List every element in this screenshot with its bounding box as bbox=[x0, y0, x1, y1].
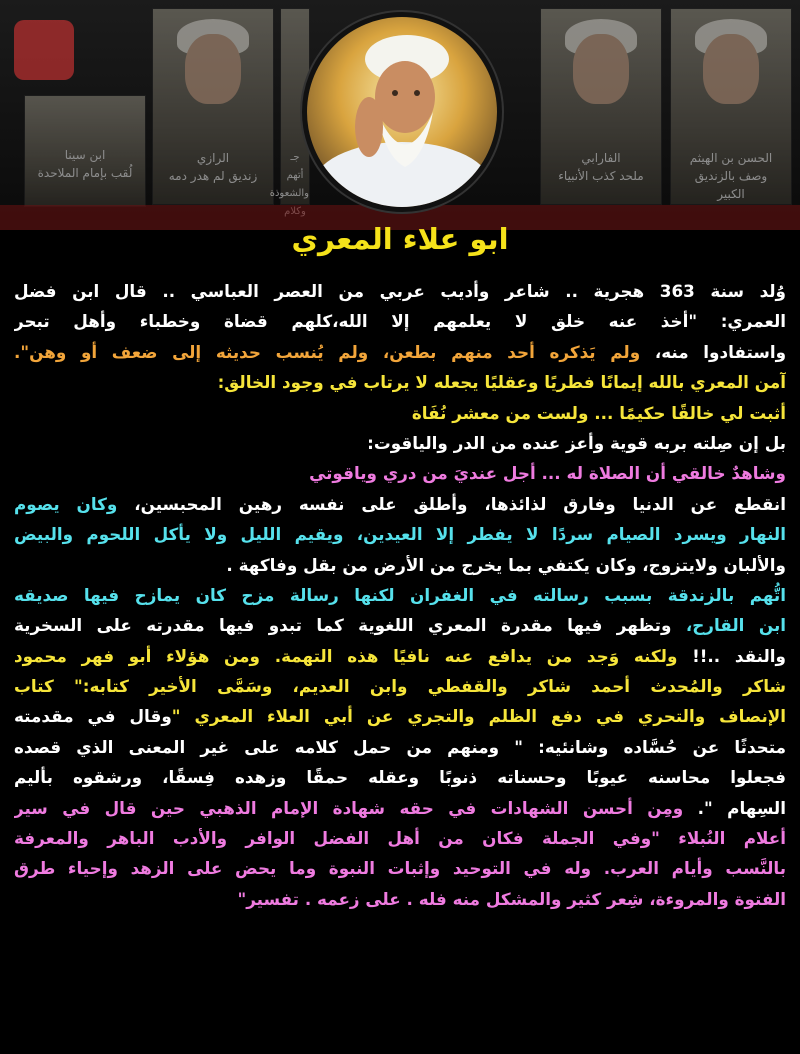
text-line bbox=[14, 367, 786, 397]
portrait-circle bbox=[302, 12, 502, 212]
tile-caption: الفارابي ملحد كذب الأنبياء bbox=[558, 151, 644, 183]
text-line bbox=[14, 793, 786, 823]
text-line bbox=[14, 458, 786, 488]
text-line bbox=[14, 398, 786, 428]
red-app-icon bbox=[14, 20, 74, 80]
text-line bbox=[14, 337, 786, 367]
text-segment: والنقد ..!! bbox=[677, 645, 786, 666]
page-title: ابو علاء المعري bbox=[291, 222, 509, 256]
text-segment: والألبان ولايتزوج، وكان يكتفي بما يخرج من الأرض من بقل وفاكهة . bbox=[226, 554, 786, 575]
text-segment: ابن القارح، bbox=[671, 615, 786, 636]
text-segment: فجعلوا محاسنه عيوبًا وحسناته ذنوبًا وعقله حمقًا وزهده فِسقًا، ورشقوه بأليم bbox=[14, 767, 786, 788]
portrait-tile bbox=[540, 8, 662, 205]
text-segment: آمن المعري بالله إيمانًا فطريًا وعقليًا يجعله لا يرتاب في وجود الخالق: bbox=[217, 372, 786, 393]
text-line bbox=[14, 550, 786, 580]
text-segment: ولكنه وَجد من يدافع عنه نافيًا هذه التهمة. ومن هؤلاء أبو فهر محمود bbox=[14, 645, 678, 666]
portrait-tile bbox=[152, 8, 274, 205]
text-segment: بالنَّسب وأيام العرب. وله في التوحيد وإثبات النبوة وما يحض على الزهد وإحياء طرق bbox=[14, 858, 786, 879]
text-line bbox=[14, 641, 786, 671]
text-segment: واستفادوا منه، bbox=[640, 341, 786, 362]
article-body bbox=[14, 276, 786, 914]
portrait-tile bbox=[670, 8, 792, 205]
text-segment: انقطع عن الدنيا وفارق لذائذها، وأطلق على نفسه رهين المحبسين، bbox=[117, 493, 786, 514]
text-segment: وُلد سنة 363 هجرية .. شاعر وأديب عربي من العصر العباسي .. قال ابن فضل bbox=[14, 281, 786, 301]
text-line bbox=[14, 428, 786, 458]
portrait-tile bbox=[24, 95, 146, 207]
text-segment: الإنصاف والتحري في دفع الظلم والتجري عن أبي العلاء المعري " bbox=[171, 706, 786, 727]
text-segment: ولم يَذكره أحد منهم بطعن، ولم يُنسب حديثه إلى ضعف أو وهن". bbox=[14, 341, 641, 362]
text-line bbox=[14, 519, 786, 549]
text-segment: السِهام ". bbox=[683, 797, 786, 818]
text-line bbox=[14, 762, 786, 792]
text-line bbox=[14, 823, 786, 853]
text-segment: أعلام النُبلاء "وفي الجملة فكان من أهل الفضل الوافر والأدب الباهر والمعرفة bbox=[14, 828, 786, 849]
tile-caption: ابن سينا لُقب بإمام الملاحدة bbox=[37, 148, 133, 180]
text-segment: النهار ويسرد الصيام سردًا لا يفطر إلا العيدين، ويقيم الليل ولا يأكل اللحوم والبيض bbox=[14, 524, 786, 545]
text-segment: العمري: "أخذ عنه خلق لا يعلمهم إلا الله،كلهم قضاة وخطباء وأهل تبحر bbox=[14, 311, 786, 332]
text-segment: وقال في مقدمته bbox=[14, 706, 172, 727]
text-line bbox=[14, 671, 786, 701]
tile-caption: الرازي زنديق لم هدر دمه bbox=[168, 151, 258, 183]
tile-caption: جـ أتهم والشعوذة bbox=[269, 152, 309, 199]
text-line bbox=[14, 306, 786, 336]
text-segment: وكان يصوم bbox=[14, 493, 118, 514]
text-segment: أثبت لي خالقًا حكيمًا ... ولست من معشر نُفَاة bbox=[411, 402, 786, 423]
text-segment: اتُّهم بالزندقة بسبب رسالته في الغفران لكنها رسالة مزح كان يمازح فيها صديقه bbox=[14, 584, 786, 605]
text-segment: بل إن صِلته بربه قوية وأعز عنده من الدر والياقوت: bbox=[367, 432, 786, 453]
tile-caption: الحسن بن الهيثم وصف بالزنديق الكبير bbox=[689, 151, 773, 201]
text-segment: متحدثًا عن حُسَّاده وشانئيه: " ومنهم من حمل كلامه على غير المعنى الذي قصده bbox=[14, 736, 786, 757]
text-segment: شاكر والمُحدث أحمد شاكر والقفطي وابن العديم، وسَمَّى الأخير كتابه:" كتاب bbox=[14, 676, 786, 697]
portrait-illustration bbox=[307, 17, 497, 207]
text-segment: ومِن أحسن الشهادات في حقه شهادة الإمام الذهبي حين قال في سير bbox=[14, 797, 684, 818]
text-line bbox=[14, 580, 786, 610]
text-line bbox=[14, 489, 786, 519]
text-line bbox=[14, 884, 786, 914]
text-line bbox=[14, 732, 786, 762]
text-line bbox=[14, 701, 786, 731]
text-line bbox=[14, 610, 786, 640]
text-line bbox=[14, 276, 786, 306]
text-line bbox=[14, 853, 786, 883]
text-segment: وشاهدٌ خالقي أن الصلاة له ... أجل عنديَ من دري وياقوتي bbox=[309, 463, 786, 484]
text-segment: الفتوة والمروءة، شِعر كثير والمشكل منه فله . على زعمه . تفسير" bbox=[237, 888, 786, 909]
text-segment: وتظهر فيها مقدرة المعري اللغوية كما تبدو فيها مقدرته على السخرية bbox=[14, 615, 672, 636]
